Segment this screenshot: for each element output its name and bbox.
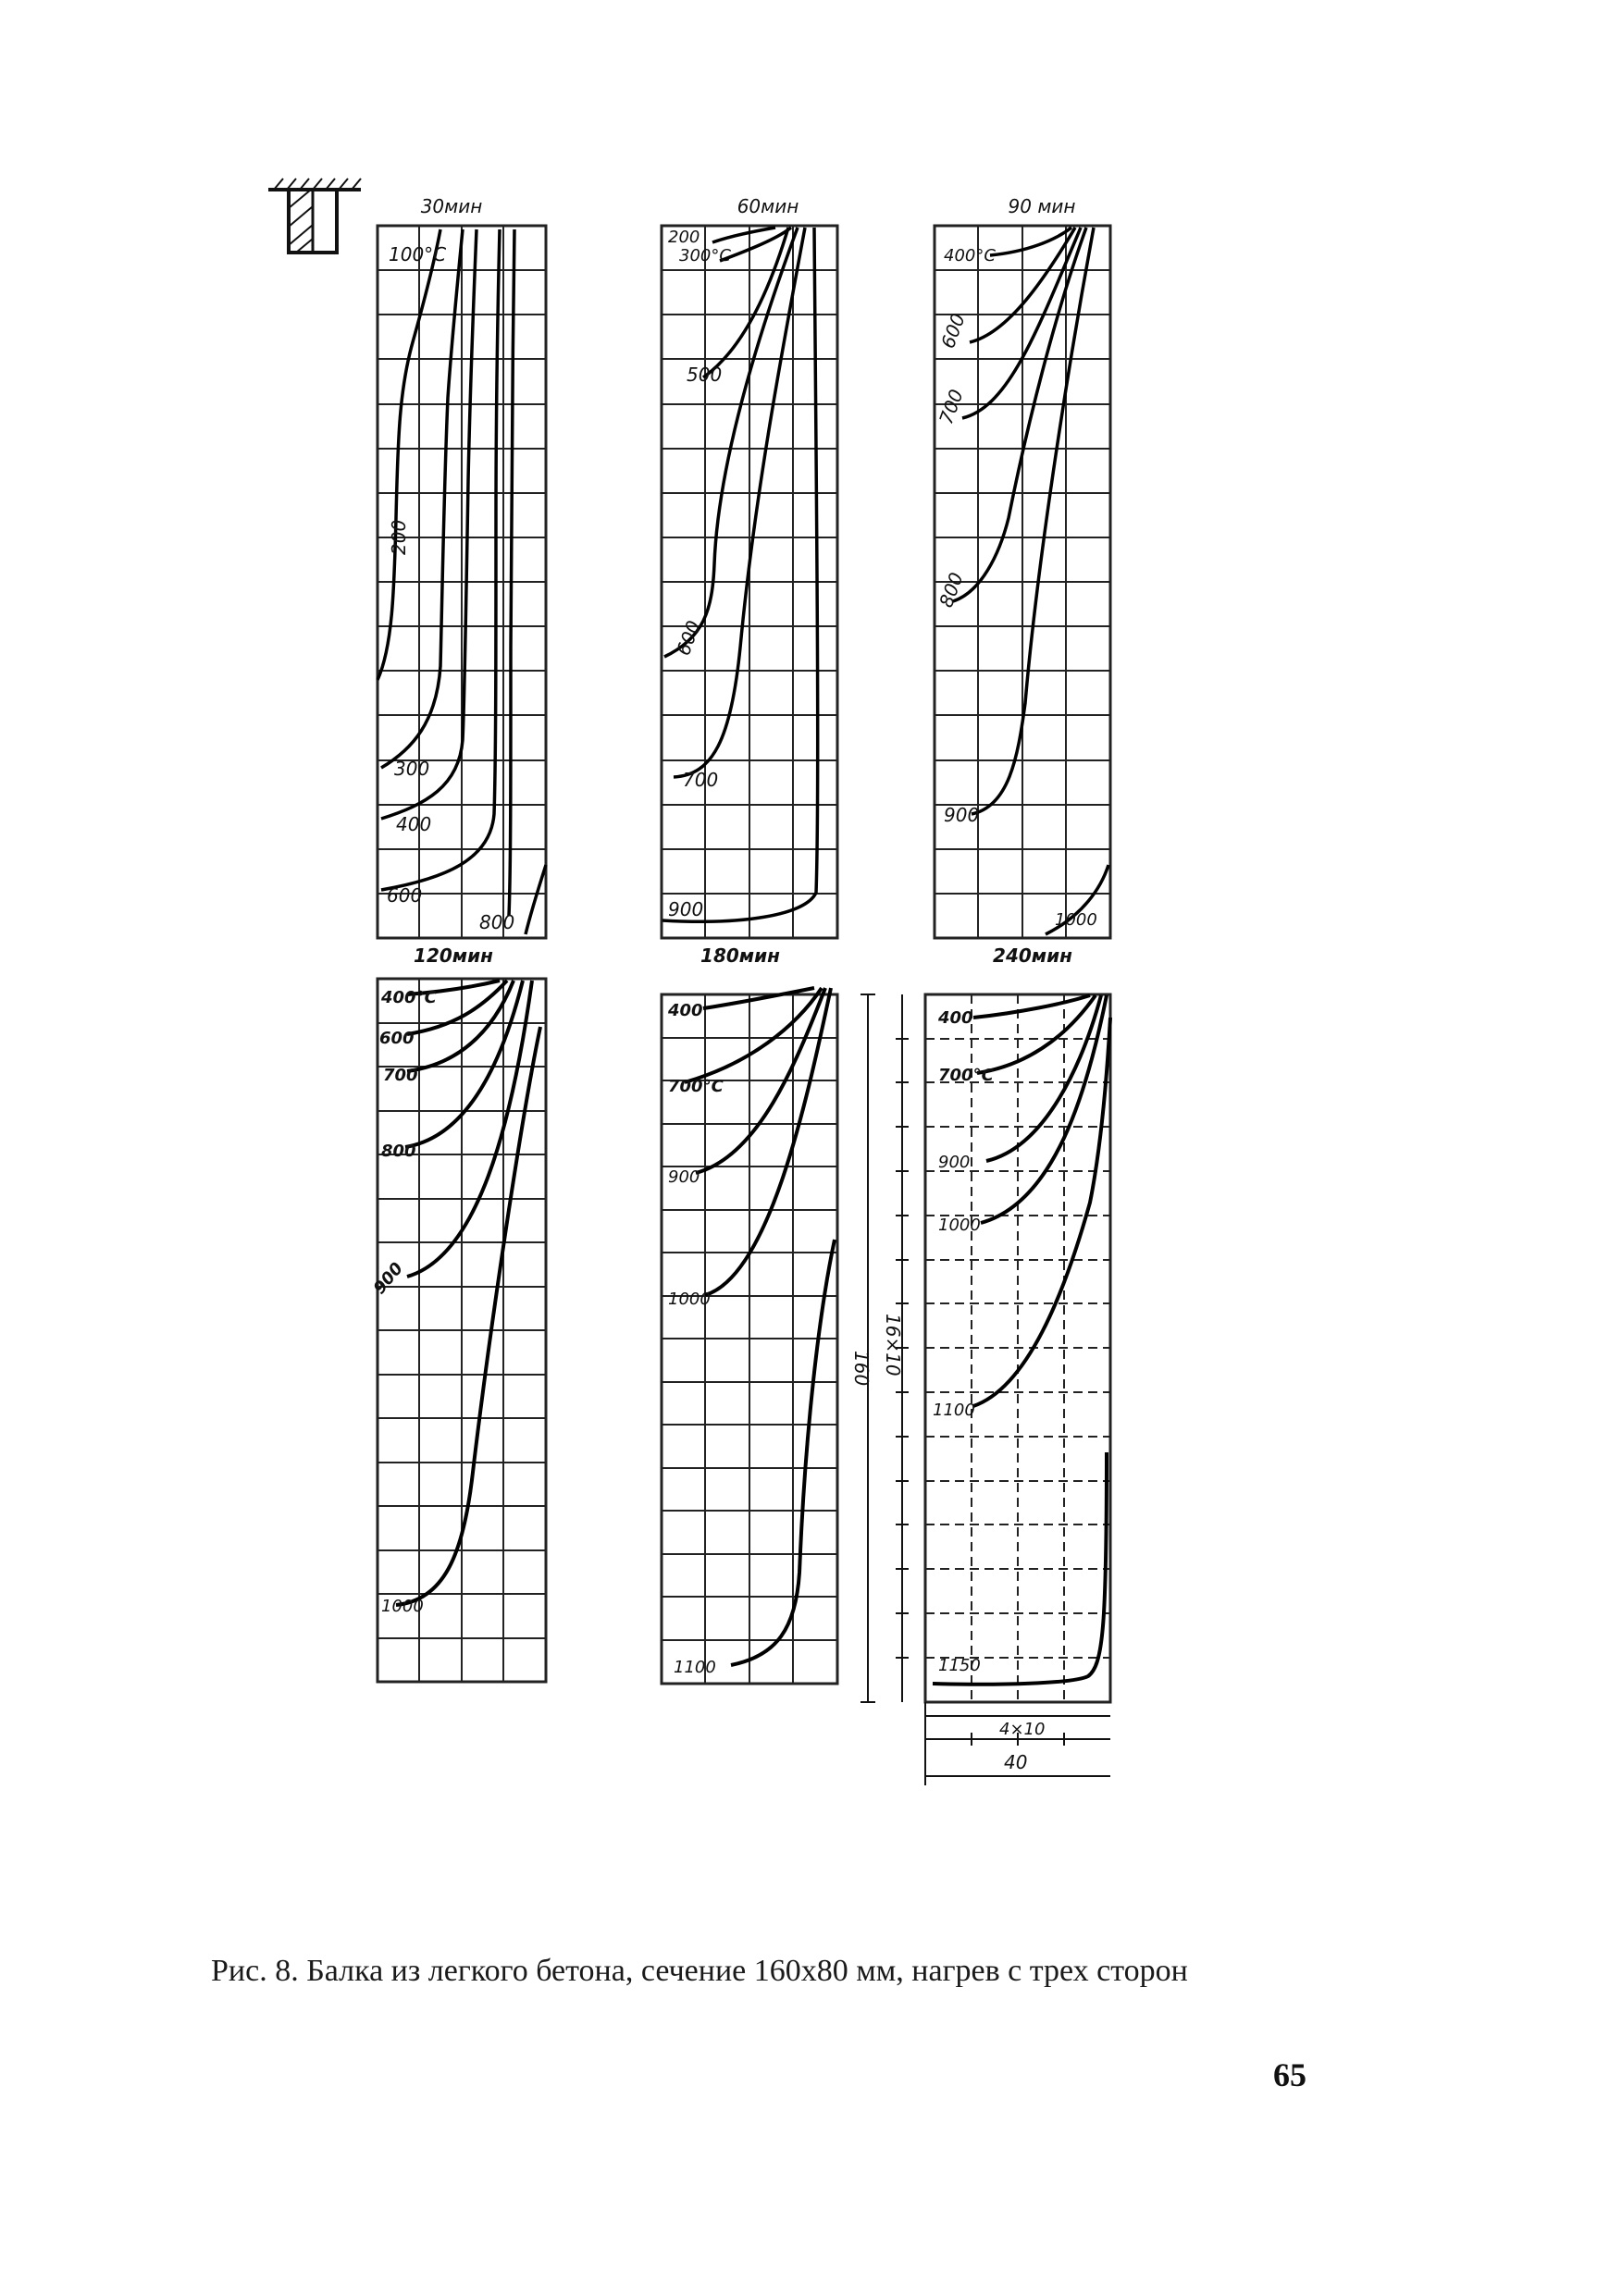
isotherm-label: 1000 — [668, 1290, 711, 1309]
isotherm-label: 1150 — [938, 1656, 981, 1675]
isotherm-label: 800 — [381, 1142, 416, 1161]
isotherm-label: 400 — [938, 1008, 973, 1028]
isotherm-label: 100°C — [389, 243, 447, 265]
isotherm-label: 1100 — [674, 1658, 716, 1677]
isotherm-label: 600 — [936, 310, 970, 352]
panel-grid — [925, 994, 1110, 1702]
isotherm-label: 500 — [687, 364, 723, 386]
panel-60min — [662, 195, 837, 938]
page-number: 65 — [1273, 2056, 1306, 2093]
panel-grid — [662, 226, 837, 938]
panel-title: 180мин — [700, 944, 780, 967]
isotherm-label: 1100 — [933, 1401, 975, 1420]
panel-180min — [662, 944, 837, 1684]
panel-title: 120мин — [414, 944, 493, 967]
panel-240min — [850, 944, 1110, 1785]
panel-title: 240мин — [993, 944, 1072, 967]
isotherm-label: 1000 — [1055, 910, 1097, 930]
isotherm-labels — [933, 1008, 995, 1675]
isotherm-label: 200 — [388, 519, 410, 555]
isotherm-label: 900 — [944, 804, 980, 826]
figure-caption: Рис. 8. Балка из легкого бетона, сечение 160х80 мм, нагрев с трех сторон — [211, 1954, 1188, 1988]
isotherm-label: 1000 — [938, 1216, 981, 1235]
isotherm-label: 600 — [672, 617, 705, 659]
isotherm-curves — [933, 995, 1110, 1685]
beam-section-icon — [268, 179, 361, 253]
isotherm-labels — [370, 988, 438, 1616]
isotherm-label: 900 — [938, 1153, 971, 1172]
panel-90min — [935, 195, 1110, 938]
isotherm-labels — [668, 228, 731, 920]
isotherm-label: 800 — [479, 911, 515, 933]
dimension-label: 160 — [850, 1351, 873, 1387]
isotherm-label: 300°C — [679, 246, 731, 265]
isotherm-label: 800 — [935, 569, 968, 611]
isotherm-label: 700 — [683, 769, 719, 791]
isotherm-label: 700 — [935, 386, 968, 427]
isotherm-label: 400 — [396, 813, 432, 835]
panel-title: 30мин — [420, 195, 483, 217]
isotherm-label: 900 — [668, 898, 704, 920]
isotherm-label: 700°C — [938, 1066, 994, 1085]
dimension-label: 4×10 — [999, 1720, 1046, 1739]
dimension-label: 40 — [1004, 1751, 1028, 1773]
isotherm-label: 900 — [668, 1167, 700, 1187]
isotherm-label: 400 — [668, 1001, 703, 1020]
dimension-label: 16×10 — [882, 1314, 904, 1376]
panel-title: 90 мин — [1008, 195, 1076, 217]
isotherm-label: 400°C — [381, 988, 437, 1007]
isotherm-label: 900 — [369, 1258, 407, 1299]
isotherm-label: 200 — [668, 228, 700, 247]
isotherm-label: 700 — [383, 1066, 418, 1085]
panel-title: 60мин — [737, 195, 799, 217]
isotherm-label: 400°C — [944, 246, 996, 265]
panel-grid — [662, 994, 837, 1684]
panel-30min — [378, 195, 546, 938]
isotherm-label: 700°C — [668, 1077, 724, 1096]
isotherm-curves — [662, 228, 818, 921]
isotherm-label: 600 — [379, 1029, 415, 1048]
isotherm-label: 300 — [394, 758, 430, 780]
panel-120min — [370, 944, 546, 1682]
isotherm-label: 600 — [387, 884, 423, 907]
isotherm-label: 1000 — [381, 1597, 424, 1616]
